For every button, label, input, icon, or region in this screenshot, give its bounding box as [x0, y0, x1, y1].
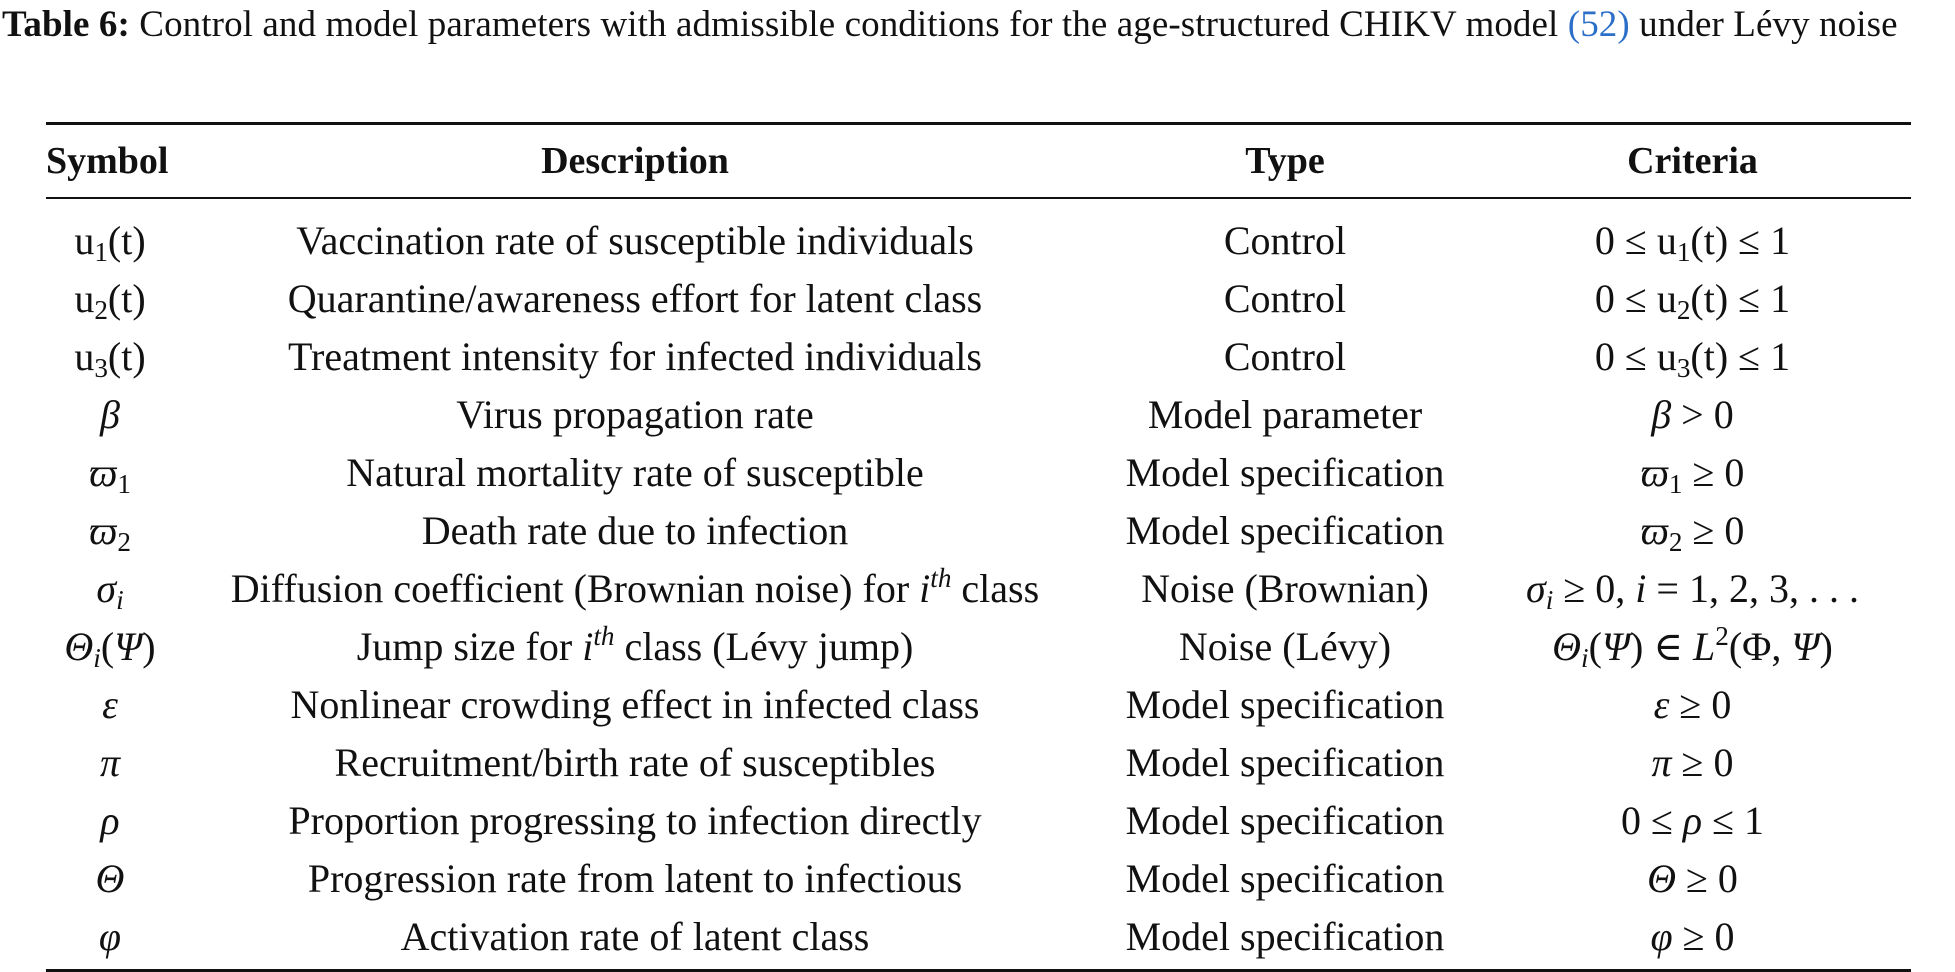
table-row — [46, 385, 1911, 443]
criteria-cell: $ϖ_2 \ge 0$ — [1640, 507, 1745, 557]
symbol-cell: $\Theta_i(\Psi)$ — [64, 623, 156, 673]
caption-label: Table 6: — [2, 4, 130, 45]
caption-text: Control and model parameters with admissible conditions for the age-structured CHIKV model — [129, 4, 1568, 45]
description-cell: Virus propagation rate — [456, 391, 814, 437]
table-row — [46, 675, 1911, 733]
criteria-cell: $\sigma_i \ge 0$, i = 1, 2, 3, . . . — [1526, 565, 1859, 615]
type-cell: Model specification — [1125, 913, 1445, 959]
criteria-cell: $ϖ_1 \ge 0$ — [1640, 449, 1745, 499]
table-row — [46, 501, 1911, 559]
criteria-cell: φ ≥ 0 — [1650, 913, 1735, 959]
caption-text-end: under Lévy noise — [1629, 4, 1898, 45]
symbol-cell: $u_2(t)$ — [74, 275, 146, 325]
type-cell: Control — [1223, 217, 1347, 263]
header-description: Description — [541, 139, 729, 182]
symbol-cell: $ϖ_1$ — [89, 449, 131, 499]
criteria-cell: Θ ≥ 0 — [1647, 855, 1738, 901]
type-cell: Model parameter — [1147, 391, 1423, 437]
type-cell: Model specification — [1125, 797, 1445, 843]
symbol-cell: ε — [102, 681, 118, 727]
parameter-table — [46, 124, 1911, 965]
description-cell: Progression rate from latent to infectious — [307, 855, 963, 901]
description-cell: Jump size for $i^{th}$ class (Lévy jump) — [356, 620, 914, 669]
table-row — [46, 327, 1911, 385]
description-cell: Vaccination rate of susceptible individuals — [296, 217, 974, 263]
symbol-cell: $u_1(t)$ — [74, 217, 146, 267]
description-cell: Quarantine/awareness effort for latent class — [287, 275, 983, 321]
description-cell: Treatment intensity for infected individuals — [288, 333, 982, 379]
type-cell: Model specification — [1125, 855, 1445, 901]
symbol-cell: π — [99, 739, 121, 785]
table-row — [46, 443, 1911, 501]
header-criteria: Criteria — [1627, 139, 1758, 182]
table-row — [46, 791, 1911, 849]
table-bottom-rule — [46, 969, 1911, 972]
criteria-cell: π ≥ 0 — [1651, 739, 1734, 785]
criteria-cell: $0 \le u_2(t) \le 1$ — [1594, 275, 1791, 325]
symbol-cell: $u_3(t)$ — [74, 333, 146, 383]
type-cell: Model specification — [1125, 507, 1445, 553]
table-row — [46, 907, 1911, 965]
type-cell: Noise (Lévy) — [1178, 623, 1392, 669]
table-caption — [2, 0, 1947, 49]
criteria-cell: β > 0 — [1651, 391, 1734, 437]
criteria-cell: $0 \le u_3(t) \le 1$ — [1594, 333, 1791, 383]
type-cell: Control — [1223, 275, 1347, 321]
type-cell: Control — [1223, 333, 1347, 379]
description-cell: Recruitment/birth rate of susceptibles — [334, 739, 936, 785]
description-cell: Activation rate of latent class — [400, 913, 870, 959]
equation-reference-link[interactable]: (52) — [1567, 4, 1630, 45]
symbol-cell: $\sigma_i$ — [96, 565, 124, 615]
symbol-cell: ρ — [100, 797, 120, 843]
type-cell: Model specification — [1125, 739, 1445, 785]
symbol-cell: $ϖ_2$ — [89, 507, 131, 557]
table-row — [46, 733, 1911, 791]
header-type: Type — [1245, 139, 1325, 182]
table-row — [46, 849, 1911, 907]
table-row — [46, 269, 1911, 327]
table-row — [46, 617, 1911, 675]
description-cell: Proportion progressing to infection directly — [288, 797, 982, 843]
table-header-row — [46, 124, 1911, 197]
type-cell: Noise (Brownian) — [1141, 565, 1429, 611]
type-cell: Model specification — [1125, 681, 1445, 727]
criteria-cell: ε ≥ 0 — [1653, 681, 1732, 727]
description-cell: Death rate due to infection — [421, 507, 849, 553]
symbol-cell: Θ — [95, 855, 125, 901]
criteria-cell: $\Theta_i(\Psi)$ ∈ $L^2(\Phi$, Ψ) — [1552, 620, 1833, 673]
description-cell: Nonlinear crowding effect in infected class — [290, 681, 980, 727]
table-row — [46, 197, 1911, 269]
type-cell: Model specification — [1125, 449, 1445, 495]
symbol-cell: β — [100, 391, 120, 437]
description-cell: Natural mortality rate of susceptible — [346, 449, 924, 495]
criteria-cell: $0 \le u_1(t) \le 1$ — [1594, 217, 1791, 267]
symbol-cell: φ — [98, 913, 122, 959]
header-symbol: Symbol — [46, 139, 169, 182]
table-row — [46, 559, 1911, 617]
description-cell: Diffusion coefficient (Brownian noise) for $i^{th}$ class — [230, 562, 1040, 611]
criteria-cell: 0 ≤ ρ ≤ 1 — [1620, 797, 1765, 843]
table-body — [46, 197, 1911, 965]
